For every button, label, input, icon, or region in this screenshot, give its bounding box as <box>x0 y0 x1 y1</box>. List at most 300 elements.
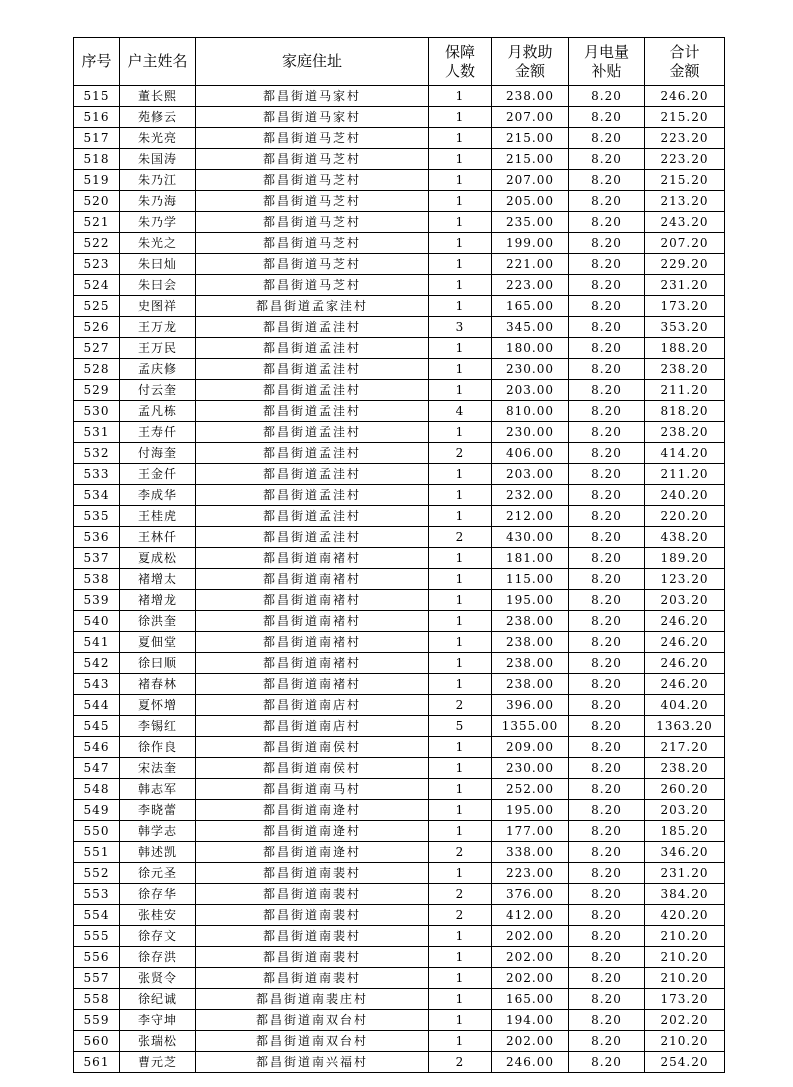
cell-people: 1 <box>429 86 492 107</box>
cell-people: 1 <box>429 149 492 170</box>
cell-address: 都昌街道南裴村 <box>196 968 429 989</box>
cell-relief: 177.00 <box>492 821 569 842</box>
cell-seq: 530 <box>74 401 120 422</box>
cell-subsidy: 8.20 <box>569 422 645 443</box>
cell-name: 李锡红 <box>120 716 196 737</box>
cell-relief: 338.00 <box>492 842 569 863</box>
cell-relief: 235.00 <box>492 212 569 233</box>
cell-seq: 524 <box>74 275 120 296</box>
cell-seq: 552 <box>74 863 120 884</box>
cell-relief: 1355.00 <box>492 716 569 737</box>
cell-name: 朱光之 <box>120 233 196 254</box>
table-body <box>74 86 725 1073</box>
cell-subsidy: 8.20 <box>569 632 645 653</box>
cell-people: 1 <box>429 506 492 527</box>
cell-people: 2 <box>429 443 492 464</box>
cell-people: 5 <box>429 716 492 737</box>
cell-name: 朱曰会 <box>120 275 196 296</box>
cell-relief: 430.00 <box>492 527 569 548</box>
cell-subsidy: 8.20 <box>569 191 645 212</box>
cell-people: 1 <box>429 863 492 884</box>
cell-relief: 209.00 <box>492 737 569 758</box>
table-row <box>74 212 725 233</box>
cell-subsidy: 8.20 <box>569 128 645 149</box>
cell-seq: 521 <box>74 212 120 233</box>
cell-people: 1 <box>429 758 492 779</box>
cell-relief: 205.00 <box>492 191 569 212</box>
cell-subsidy: 8.20 <box>569 989 645 1010</box>
cell-seq: 543 <box>74 674 120 695</box>
cell-people: 1 <box>429 422 492 443</box>
cell-total: 123.20 <box>645 569 725 590</box>
cell-total: 223.20 <box>645 128 725 149</box>
cell-subsidy: 8.20 <box>569 905 645 926</box>
cell-total: 203.20 <box>645 800 725 821</box>
cell-total: 203.20 <box>645 590 725 611</box>
cell-total: 238.20 <box>645 422 725 443</box>
cell-name: 徐纪诚 <box>120 989 196 1010</box>
cell-subsidy: 8.20 <box>569 800 645 821</box>
cell-total: 210.20 <box>645 1031 725 1052</box>
cell-name: 徐洪奎 <box>120 611 196 632</box>
cell-name: 朱国涛 <box>120 149 196 170</box>
cell-name: 王林仟 <box>120 527 196 548</box>
cell-subsidy: 8.20 <box>569 296 645 317</box>
cell-address: 都昌街道南褚村 <box>196 548 429 569</box>
cell-subsidy: 8.20 <box>569 968 645 989</box>
table-row <box>74 317 725 338</box>
table-row <box>74 674 725 695</box>
cell-name: 韩学志 <box>120 821 196 842</box>
cell-subsidy: 8.20 <box>569 674 645 695</box>
cell-seq: 544 <box>74 695 120 716</box>
cell-people: 2 <box>429 1052 492 1073</box>
table-row <box>74 905 725 926</box>
cell-relief: 376.00 <box>492 884 569 905</box>
cell-name: 王寿仟 <box>120 422 196 443</box>
cell-seq: 526 <box>74 317 120 338</box>
cell-relief: 165.00 <box>492 989 569 1010</box>
table-row <box>74 548 725 569</box>
cell-people: 2 <box>429 884 492 905</box>
cell-name: 张贤令 <box>120 968 196 989</box>
cell-seq: 559 <box>74 1010 120 1031</box>
cell-total: 246.20 <box>645 611 725 632</box>
cell-people: 1 <box>429 275 492 296</box>
cell-name: 董长熙 <box>120 86 196 107</box>
cell-relief: 202.00 <box>492 947 569 968</box>
cell-name: 朱乃江 <box>120 170 196 191</box>
cell-relief: 406.00 <box>492 443 569 464</box>
table-row <box>74 1052 725 1073</box>
cell-subsidy: 8.20 <box>569 485 645 506</box>
table-row <box>74 716 725 737</box>
cell-address: 都昌街道孟家洼村 <box>196 296 429 317</box>
cell-total: 260.20 <box>645 779 725 800</box>
cell-address: 都昌街道南马村 <box>196 779 429 800</box>
cell-address: 都昌街道南裴村 <box>196 884 429 905</box>
table-row <box>74 884 725 905</box>
cell-seq: 536 <box>74 527 120 548</box>
cell-subsidy: 8.20 <box>569 317 645 338</box>
cell-seq: 551 <box>74 842 120 863</box>
cell-total: 246.20 <box>645 674 725 695</box>
cell-name: 孟庆修 <box>120 359 196 380</box>
table-row <box>74 737 725 758</box>
cell-name: 徐元圣 <box>120 863 196 884</box>
cell-total: 213.20 <box>645 191 725 212</box>
cell-seq: 549 <box>74 800 120 821</box>
cell-relief: 180.00 <box>492 338 569 359</box>
table-row <box>74 989 725 1010</box>
cell-relief: 223.00 <box>492 863 569 884</box>
cell-relief: 246.00 <box>492 1052 569 1073</box>
cell-address: 都昌街道南裴村 <box>196 905 429 926</box>
cell-subsidy: 8.20 <box>569 737 645 758</box>
cell-name: 徐存文 <box>120 926 196 947</box>
cell-relief: 412.00 <box>492 905 569 926</box>
table-row <box>74 821 725 842</box>
cell-people: 1 <box>429 128 492 149</box>
cell-people: 1 <box>429 233 492 254</box>
header-relief <box>492 38 569 86</box>
cell-total: 346.20 <box>645 842 725 863</box>
cell-total: 215.20 <box>645 170 725 191</box>
cell-subsidy: 8.20 <box>569 926 645 947</box>
cell-relief: 215.00 <box>492 128 569 149</box>
cell-seq: 556 <box>74 947 120 968</box>
cell-address: 都昌街道孟洼村 <box>196 380 429 401</box>
cell-address: 都昌街道马家村 <box>196 86 429 107</box>
table-row <box>74 149 725 170</box>
table-row <box>74 254 725 275</box>
cell-people: 1 <box>429 359 492 380</box>
cell-total: 229.20 <box>645 254 725 275</box>
cell-people: 1 <box>429 170 492 191</box>
header-people <box>429 38 492 86</box>
cell-seq: 554 <box>74 905 120 926</box>
table-row <box>74 359 725 380</box>
cell-subsidy: 8.20 <box>569 170 645 191</box>
cell-seq: 528 <box>74 359 120 380</box>
cell-address: 都昌街道南褚村 <box>196 674 429 695</box>
cell-name: 王万龙 <box>120 317 196 338</box>
cell-address: 都昌街道马芝村 <box>196 212 429 233</box>
cell-name: 张桂安 <box>120 905 196 926</box>
header-subsidy-text: 月电量补贴 <box>583 42 629 80</box>
cell-seq: 539 <box>74 590 120 611</box>
cell-relief: 252.00 <box>492 779 569 800</box>
cell-people: 1 <box>429 338 492 359</box>
header-name: 户主姓名 <box>120 38 196 86</box>
table-row <box>74 275 725 296</box>
cell-subsidy: 8.20 <box>569 569 645 590</box>
cell-subsidy: 8.20 <box>569 527 645 548</box>
cell-total: 384.20 <box>645 884 725 905</box>
table-row <box>74 170 725 191</box>
table-row <box>74 632 725 653</box>
cell-relief: 238.00 <box>492 632 569 653</box>
cell-name: 褚春林 <box>120 674 196 695</box>
cell-people: 1 <box>429 800 492 821</box>
cell-seq: 535 <box>74 506 120 527</box>
cell-address: 都昌街道南店村 <box>196 695 429 716</box>
cell-address: 都昌街道孟洼村 <box>196 338 429 359</box>
cell-people: 2 <box>429 842 492 863</box>
cell-total: 818.20 <box>645 401 725 422</box>
cell-relief: 238.00 <box>492 86 569 107</box>
cell-name: 徐存洪 <box>120 947 196 968</box>
cell-address: 都昌街道南侯村 <box>196 737 429 758</box>
table-row <box>74 443 725 464</box>
table-row <box>74 968 725 989</box>
cell-subsidy: 8.20 <box>569 821 645 842</box>
cell-total: 207.20 <box>645 233 725 254</box>
table-row <box>74 485 725 506</box>
cell-name: 徐曰顺 <box>120 653 196 674</box>
table-row <box>74 296 725 317</box>
cell-address: 都昌街道南褚村 <box>196 569 429 590</box>
cell-people: 1 <box>429 485 492 506</box>
cell-seq: 540 <box>74 611 120 632</box>
cell-relief: 202.00 <box>492 968 569 989</box>
cell-relief: 223.00 <box>492 275 569 296</box>
cell-seq: 523 <box>74 254 120 275</box>
cell-subsidy: 8.20 <box>569 443 645 464</box>
table-row <box>74 758 725 779</box>
cell-seq: 558 <box>74 989 120 1010</box>
cell-subsidy: 8.20 <box>569 611 645 632</box>
header-relief-text: 月救助金额 <box>507 42 553 80</box>
cell-seq: 533 <box>74 464 120 485</box>
cell-relief: 195.00 <box>492 590 569 611</box>
table-row <box>74 926 725 947</box>
table-row <box>74 380 725 401</box>
cell-relief: 345.00 <box>492 317 569 338</box>
cell-relief: 215.00 <box>492 149 569 170</box>
cell-address: 都昌街道南逄村 <box>196 800 429 821</box>
cell-address: 都昌街道南褚村 <box>196 632 429 653</box>
cell-subsidy: 8.20 <box>569 695 645 716</box>
table-row <box>74 863 725 884</box>
cell-seq: 546 <box>74 737 120 758</box>
cell-seq: 515 <box>74 86 120 107</box>
cell-name: 朱乃海 <box>120 191 196 212</box>
cell-seq: 518 <box>74 149 120 170</box>
cell-total: 202.20 <box>645 1010 725 1031</box>
header-total-text: 合计金额 <box>669 42 700 80</box>
cell-subsidy: 8.20 <box>569 842 645 863</box>
cell-people: 1 <box>429 611 492 632</box>
cell-total: 243.20 <box>645 212 725 233</box>
cell-subsidy: 8.20 <box>569 275 645 296</box>
cell-name: 王金仟 <box>120 464 196 485</box>
cell-total: 238.20 <box>645 758 725 779</box>
cell-seq: 538 <box>74 569 120 590</box>
cell-name: 李成华 <box>120 485 196 506</box>
table-row <box>74 464 725 485</box>
table-row <box>74 611 725 632</box>
cell-name: 朱曰灿 <box>120 254 196 275</box>
table-row <box>74 422 725 443</box>
relief-table <box>73 37 725 1073</box>
cell-subsidy: 8.20 <box>569 254 645 275</box>
cell-people: 1 <box>429 1010 492 1031</box>
cell-subsidy: 8.20 <box>569 653 645 674</box>
cell-total: 185.20 <box>645 821 725 842</box>
cell-total: 217.20 <box>645 737 725 758</box>
cell-total: 246.20 <box>645 653 725 674</box>
cell-name: 王桂虎 <box>120 506 196 527</box>
cell-people: 1 <box>429 191 492 212</box>
cell-people: 1 <box>429 632 492 653</box>
cell-subsidy: 8.20 <box>569 380 645 401</box>
cell-seq: 557 <box>74 968 120 989</box>
cell-subsidy: 8.20 <box>569 359 645 380</box>
table-row <box>74 506 725 527</box>
cell-total: 173.20 <box>645 989 725 1010</box>
cell-relief: 207.00 <box>492 170 569 191</box>
cell-people: 1 <box>429 737 492 758</box>
cell-people: 1 <box>429 989 492 1010</box>
cell-relief: 212.00 <box>492 506 569 527</box>
cell-people: 1 <box>429 926 492 947</box>
cell-total: 188.20 <box>645 338 725 359</box>
cell-name: 褚增龙 <box>120 590 196 611</box>
cell-name: 褚增太 <box>120 569 196 590</box>
cell-seq: 547 <box>74 758 120 779</box>
cell-name: 苑修云 <box>120 107 196 128</box>
cell-relief: 396.00 <box>492 695 569 716</box>
cell-address: 都昌街道孟洼村 <box>196 422 429 443</box>
cell-people: 1 <box>429 380 492 401</box>
cell-seq: 531 <box>74 422 120 443</box>
cell-address: 都昌街道马芝村 <box>196 191 429 212</box>
cell-address: 都昌街道孟洼村 <box>196 359 429 380</box>
cell-relief: 195.00 <box>492 800 569 821</box>
cell-people: 1 <box>429 968 492 989</box>
cell-name: 徐存华 <box>120 884 196 905</box>
cell-people: 1 <box>429 779 492 800</box>
cell-name: 李晓蕾 <box>120 800 196 821</box>
cell-people: 1 <box>429 947 492 968</box>
table-row <box>74 1031 725 1052</box>
cell-subsidy: 8.20 <box>569 86 645 107</box>
header-seq: 序号 <box>74 38 120 86</box>
cell-name: 徐作良 <box>120 737 196 758</box>
cell-address: 都昌街道南褚村 <box>196 590 429 611</box>
header-row <box>74 38 725 86</box>
cell-subsidy: 8.20 <box>569 1052 645 1073</box>
cell-people: 1 <box>429 548 492 569</box>
cell-address: 都昌街道孟洼村 <box>196 485 429 506</box>
cell-name: 张瑞松 <box>120 1031 196 1052</box>
cell-address: 都昌街道南逄村 <box>196 821 429 842</box>
cell-seq: 532 <box>74 443 120 464</box>
cell-people: 1 <box>429 464 492 485</box>
cell-address: 都昌街道南褚村 <box>196 653 429 674</box>
cell-subsidy: 8.20 <box>569 863 645 884</box>
cell-people: 1 <box>429 821 492 842</box>
cell-relief: 202.00 <box>492 926 569 947</box>
cell-name: 夏怀增 <box>120 695 196 716</box>
cell-seq: 516 <box>74 107 120 128</box>
cell-subsidy: 8.20 <box>569 758 645 779</box>
cell-total: 404.20 <box>645 695 725 716</box>
cell-seq: 519 <box>74 170 120 191</box>
table-row <box>74 947 725 968</box>
cell-subsidy: 8.20 <box>569 464 645 485</box>
cell-seq: 529 <box>74 380 120 401</box>
table-row <box>74 191 725 212</box>
cell-name: 朱光亮 <box>120 128 196 149</box>
table-row <box>74 128 725 149</box>
header-address: 家庭住址 <box>196 38 429 86</box>
table-row <box>74 590 725 611</box>
cell-total: 220.20 <box>645 506 725 527</box>
cell-subsidy: 8.20 <box>569 1010 645 1031</box>
cell-seq: 553 <box>74 884 120 905</box>
cell-total: 238.20 <box>645 359 725 380</box>
cell-subsidy: 8.20 <box>569 149 645 170</box>
cell-name: 付云奎 <box>120 380 196 401</box>
cell-relief: 238.00 <box>492 611 569 632</box>
cell-subsidy: 8.20 <box>569 716 645 737</box>
cell-subsidy: 8.20 <box>569 884 645 905</box>
cell-total: 438.20 <box>645 527 725 548</box>
table-row <box>74 779 725 800</box>
table-row <box>74 653 725 674</box>
cell-subsidy: 8.20 <box>569 590 645 611</box>
cell-name: 王万民 <box>120 338 196 359</box>
cell-people: 3 <box>429 317 492 338</box>
cell-seq: 541 <box>74 632 120 653</box>
cell-name: 付海奎 <box>120 443 196 464</box>
cell-name: 宋法奎 <box>120 758 196 779</box>
cell-total: 231.20 <box>645 275 725 296</box>
cell-address: 都昌街道马芝村 <box>196 128 429 149</box>
cell-relief: 238.00 <box>492 653 569 674</box>
cell-address: 都昌街道马芝村 <box>196 254 429 275</box>
cell-address: 都昌街道南裴庄村 <box>196 989 429 1010</box>
cell-total: 211.20 <box>645 380 725 401</box>
cell-relief: 810.00 <box>492 401 569 422</box>
cell-address: 都昌街道马芝村 <box>196 149 429 170</box>
cell-people: 1 <box>429 212 492 233</box>
cell-seq: 545 <box>74 716 120 737</box>
cell-subsidy: 8.20 <box>569 779 645 800</box>
cell-name: 李守坤 <box>120 1010 196 1031</box>
cell-name: 朱乃学 <box>120 212 196 233</box>
cell-subsidy: 8.20 <box>569 1031 645 1052</box>
cell-total: 353.20 <box>645 317 725 338</box>
table-row <box>74 1010 725 1031</box>
cell-people: 4 <box>429 401 492 422</box>
cell-total: 173.20 <box>645 296 725 317</box>
cell-address: 都昌街道孟洼村 <box>196 317 429 338</box>
cell-total: 240.20 <box>645 485 725 506</box>
cell-address: 都昌街道南店村 <box>196 716 429 737</box>
cell-seq: 534 <box>74 485 120 506</box>
cell-people: 1 <box>429 653 492 674</box>
cell-relief: 203.00 <box>492 380 569 401</box>
cell-total: 1363.20 <box>645 716 725 737</box>
cell-seq: 525 <box>74 296 120 317</box>
table-row <box>74 842 725 863</box>
table-row <box>74 86 725 107</box>
cell-total: 215.20 <box>645 107 725 128</box>
cell-seq: 537 <box>74 548 120 569</box>
